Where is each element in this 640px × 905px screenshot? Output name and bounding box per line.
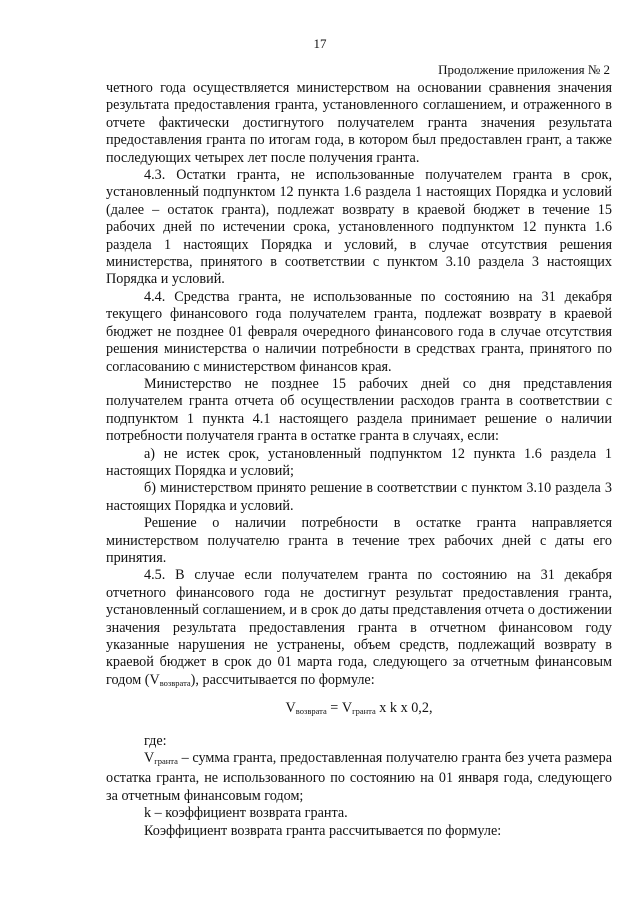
paragraph-4-5 [106, 567, 612, 692]
def-v-subscript: гранта [154, 756, 178, 767]
v-return-subscript: возврата [159, 677, 191, 688]
formula-sub-return: возврата [295, 706, 327, 717]
definition-k: k – коэффициент возврата гранта. [144, 805, 348, 822]
paragraph-decision-notice: Решение о наличии потребности в остатке гранта направляется министерством получателю гранта в течение трех рабочих дней с даты его принятия. [106, 515, 612, 566]
paragraph-ministry-decision: Министерство не позднее 15 рабочих дней со дня представления получателем гранта отчета об осуществлении расходов гранта в соответствии с подпунктом 1 пункта 4.1 настоящего раздела принимает решение о наличии потребности получателя гранта в остатке гранта в случаях, если: [106, 375, 612, 445]
document-body [106, 80, 612, 840]
formula-v: V [285, 700, 296, 717]
where-label: где: [144, 732, 167, 749]
paragraph-1: четного года осуществляется министерством на основании сравнения значения результата предоставления гранта, установленного соглашением, и отраженного в отчете фактически достигнутого получателем гранта значения результата предоставления гранта по итогам года, в котором был предоставлен грант, а также последующих четырех лет после получения гранта. [106, 80, 612, 166]
paragraph-4-3: 4.3. Остатки гранта, не использованные получателем гранта в срок, установленный подпунктом 12 пункта 1.6 раздела 1 настоящих Порядка и условий (далее – остаток гранта), подлежат возврату в краевой бюджет в течение 15 рабочих дней по истечении срока, установленного подпунктом 12 пункта 1.6 раздела 1 настоящих Порядка и условий, в случае отсутствия решения министерства, принятого в соответствии с пунктом 3.10 раздела 3 настоящих Порядка и условий. [106, 167, 612, 288]
paragraph-4-5-tail: ), рассчитывается по формуле: [190, 671, 375, 688]
definition-v-grant [106, 750, 612, 805]
list-item-a: а) не истек срок, установленный подпунктом 12 пункта 1.6 раздела 1 настоящих Порядка и условий; [106, 445, 612, 479]
formula-rest: x k x 0,2, [375, 700, 433, 717]
page-number: 17 [313, 36, 327, 51]
def-v-text: – сумма гранта, предоставленная получателю гранта без учета размера остатка гранта, не использованного по состоянию на 01 января года, следующего за отчетным финансовым годом; [106, 750, 612, 804]
paragraph-4-4: 4.4. Средства гранта, не использованные по состоянию на 31 декабря текущего финансового года получателем гранта, подлежат возврату в краевой бюджет не позднее 01 февраля очередного финансового года в случае отсутствия решения министерства о наличии потребности в средствах гранта, принятого по согласованию с министерством финансов края. [106, 288, 612, 375]
paragraph-4-5-text: 4.5. В случае если получателем гранта по состоянию на 31 декабря отчетного финансового года не достигнут результат предоставления гранта, установленный соглашением, и в срок до даты представления отчета о достижении значения результата предоставления гранта в отчетном финансовом году указанные нарушения не устранены, объем средств, подлежащий возврату в краевой бюджет в срок до 01 марта года, следующего за отчетным финансовым годом (V [106, 567, 612, 688]
def-v: V [144, 750, 155, 767]
list-item-b: б) министерством принято решение в соответствии с пунктом 3.10 раздела 3 настоящих Порядка и условий. [106, 480, 612, 514]
coefficient-paragraph: Коэффициент возврата гранта рассчитывается по формуле: [144, 822, 502, 839]
formula-eq: = V [326, 700, 353, 717]
return-formula [106, 700, 612, 720]
formula-sub-grant: гранта [352, 706, 376, 717]
continuation-header: Продолжение приложения № 2 [438, 62, 610, 77]
